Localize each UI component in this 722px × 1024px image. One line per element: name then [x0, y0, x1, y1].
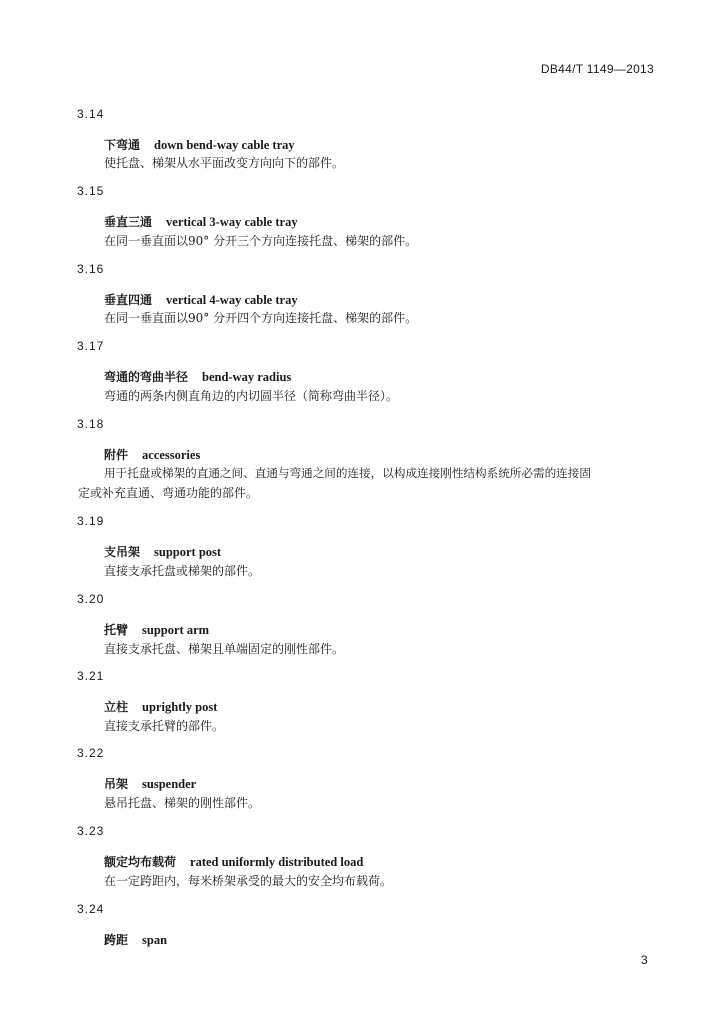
term-chinese: 垂直四通 — [104, 293, 153, 307]
term-chinese: 跨距 — [104, 933, 129, 947]
page-number: 3 — [641, 953, 648, 967]
clause-number: 3.18 — [77, 417, 105, 431]
term-definition: 用于托盘或梯架的直通之间、直通与弯通之间的连接，以构成连接刚性结构系统所必需的连接固 — [104, 466, 591, 480]
term-heading — [104, 213, 298, 230]
term-heading — [104, 368, 291, 385]
term-heading — [104, 543, 221, 560]
term-english: rated uniformly distributed load — [190, 855, 364, 869]
term-heading — [104, 136, 295, 153]
clause-number: 3.21 — [77, 669, 105, 683]
clause-number: 3.16 — [77, 262, 105, 276]
clause-number: 3.24 — [77, 902, 105, 916]
term-english: uprightly post — [142, 700, 218, 714]
term-chinese: 吊架 — [104, 777, 129, 791]
term-chinese: 弯通的弯曲半径 — [104, 370, 189, 384]
term-definition: 悬吊托盘、梯架的刚性部件。 — [104, 796, 261, 810]
term-english: support post — [154, 545, 222, 559]
term-definition: 直接支承托盘、梯架且单端固定的刚性部件。 — [104, 642, 345, 656]
term-heading — [104, 698, 217, 715]
term-english: suspender — [142, 777, 197, 791]
term-definition: 弯通的两条内侧直角边的内切圆半径（简称弯曲半径）。 — [104, 389, 399, 403]
term-english: bend-way radius — [202, 370, 292, 384]
term-heading — [104, 621, 209, 638]
term-heading — [104, 853, 363, 870]
term-heading — [104, 775, 196, 792]
clause-number: 3.17 — [77, 339, 105, 353]
clause-number: 3.20 — [77, 592, 105, 606]
clause-number: 3.19 — [77, 514, 105, 528]
document-code: DB44/T 1149—2013 — [540, 62, 654, 76]
term-english: vertical 4-way cable tray — [166, 293, 298, 307]
term-english: down bend-way cable tray — [154, 138, 295, 152]
term-chinese: 附件 — [104, 448, 129, 462]
term-english: support arm — [142, 623, 210, 637]
term-english: vertical 3-way cable tray — [166, 215, 298, 229]
term-definition: 在一定跨距内，每米桥架承受的最大的安全均布载荷。 — [104, 874, 393, 888]
term-heading — [104, 446, 200, 463]
term-english: accessories — [142, 448, 201, 462]
term-chinese: 下弯通 — [104, 138, 141, 152]
term-english: span — [142, 933, 168, 947]
term-chinese: 垂直三通 — [104, 215, 153, 229]
term-definition: 使托盘、梯架从水平面改变方向向下的部件。 — [104, 156, 345, 170]
clause-number: 3.15 — [77, 184, 105, 198]
term-definition: 直接支承托盘或梯架的部件。 — [104, 564, 261, 578]
clause-number: 3.23 — [77, 824, 105, 838]
clause-number: 3.14 — [77, 107, 105, 121]
term-chinese: 立柱 — [104, 700, 129, 714]
term-heading — [104, 291, 298, 308]
clause-number: 3.22 — [77, 746, 105, 760]
term-chinese: 支吊架 — [104, 545, 141, 559]
term-heading — [104, 931, 167, 948]
term-definition-continued: 定或补充直通、弯通功能的部件。 — [78, 486, 259, 500]
term-definition: 在同一垂直面以90° 分开三个方向连接托盘、梯架的部件。 — [104, 234, 418, 248]
term-chinese: 额定均布载荷 — [104, 855, 177, 869]
term-definition: 在同一垂直面以90° 分开四个方向连接托盘、梯架的部件。 — [104, 311, 418, 325]
term-definition: 直接支承托臂的部件。 — [104, 719, 225, 733]
term-chinese: 托臂 — [104, 623, 129, 637]
